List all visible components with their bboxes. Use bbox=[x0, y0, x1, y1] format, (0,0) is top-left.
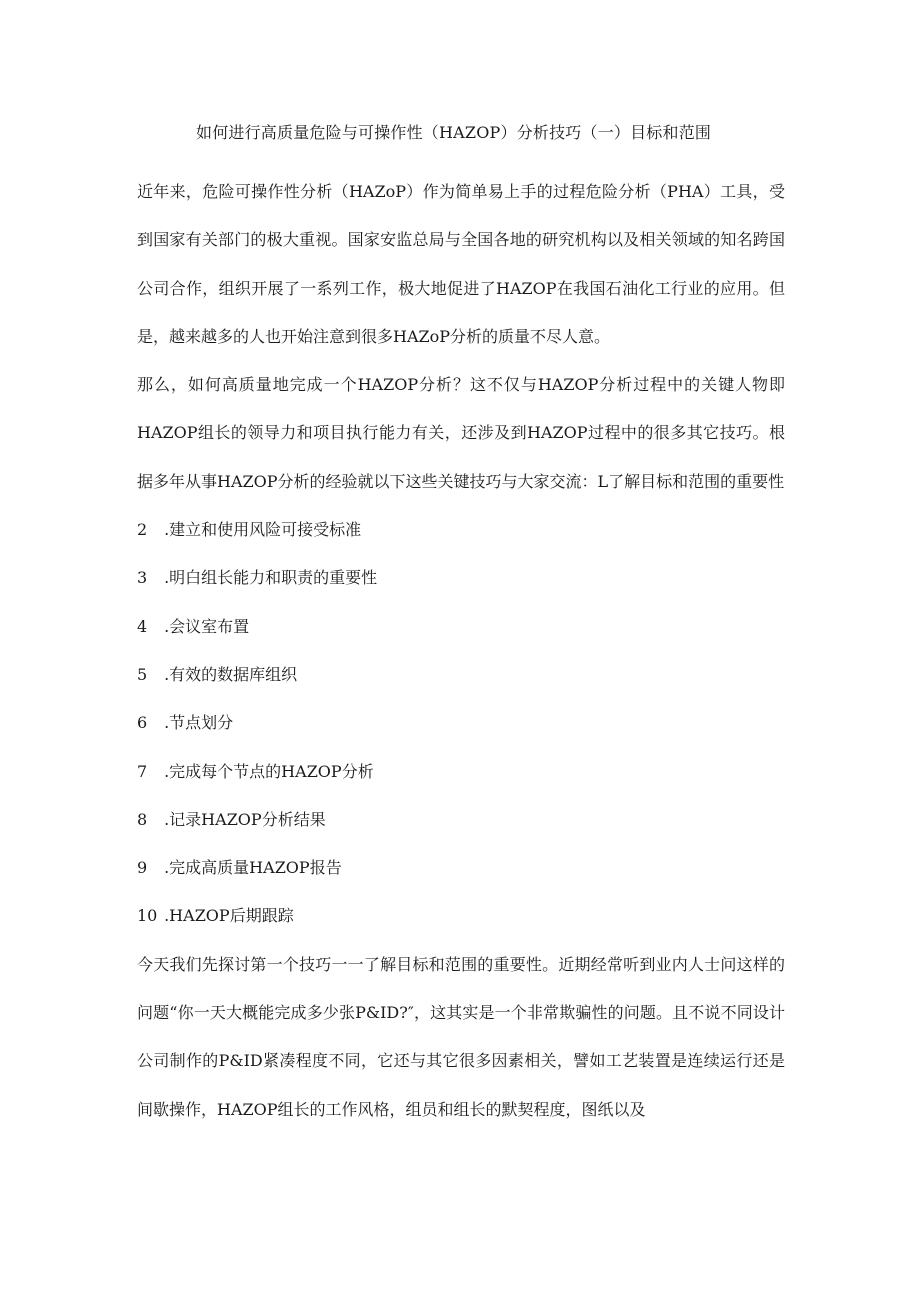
list-item-number: 2 bbox=[137, 520, 148, 540]
list-item-number: 4 bbox=[137, 616, 148, 636]
list-item-number: 10 bbox=[137, 906, 158, 926]
list-item bbox=[137, 699, 785, 747]
document-body bbox=[137, 168, 785, 1134]
list-item bbox=[137, 796, 785, 844]
list-item bbox=[137, 892, 785, 940]
list-item-number: 3 bbox=[137, 568, 148, 588]
list-item-text: .有效的数据库组织 bbox=[164, 664, 298, 684]
paragraph-closing: 今天我们先探讨第一个技巧一一了解目标和范围的重要性。近期经常听到业内人士问这样的问题“你一天大概能完成多少张P&ID?″，这其实是一个非常欺骗性的问题。且不说不同设计公司制作的P&ID紧凑程度不同，它还与其它很多因素相关，譬如工艺装置是连续运行还是间歇操作，HAZOP组长的工作风格，组员和组长的默契程度，图纸以及 bbox=[137, 954, 785, 1119]
list-item-text: .会议室布置 bbox=[164, 616, 250, 636]
list-item-text: .建立和使用风险可接受标准 bbox=[164, 520, 362, 540]
list-item bbox=[137, 844, 785, 892]
list-item-number: 8 bbox=[137, 809, 148, 829]
list-item-text: .节点划分 bbox=[164, 713, 234, 733]
paragraph-techniques: 那么，如何高质量地完成一个HAZOP分析？这不仅与HAZOP分析过程中的关键人物即HAZOP组长的领导力和项目执行能力有关，还涉及到HAZOP过程中的很多其它技巧。根据多年从事HAZOP分析的经验就以下这些关键技巧与大家交流：L了解目标和范围的重要性 bbox=[137, 375, 785, 491]
list-item-number: 9 bbox=[137, 858, 148, 878]
technique-list bbox=[137, 506, 785, 941]
list-item-text: .完成高质量HAZOP报告 bbox=[164, 858, 342, 878]
list-item bbox=[137, 554, 785, 602]
list-item-text: .记录HAZOP分析结果 bbox=[164, 809, 326, 829]
list-item-text: .明白组长能力和职责的重要性 bbox=[164, 568, 378, 588]
list-item bbox=[137, 748, 785, 796]
paragraph-intro: 近年来，危险可操作性分析（HAZoP）作为简单易上手的过程危险分析（PHA）工具，受到国家有关部门的极大重视。国家安监总局与全国各地的研究机构以及相关领域的知名跨国公司合作，组织开展了一系列工作，极大地促进了HAZOP在我国石油化工行业的应用。但是，越来越多的人也开始注意到很多HAZoP分析的质量不尽人意。 bbox=[137, 182, 785, 346]
list-item-number: 7 bbox=[137, 761, 148, 781]
document-title: 如何进行高质量危险与可操作性（HAZOP）分析技巧（一）目标和范围 bbox=[196, 123, 712, 142]
list-item-number: 5 bbox=[137, 664, 148, 684]
list-item bbox=[137, 603, 785, 651]
list-item bbox=[137, 651, 785, 699]
list-item-number: 6 bbox=[137, 713, 148, 733]
list-item-text: .HAZOP后期跟踪 bbox=[164, 906, 294, 926]
list-item-text: .完成每个节点的HAZOP分析 bbox=[164, 761, 374, 781]
list-item bbox=[137, 506, 785, 554]
